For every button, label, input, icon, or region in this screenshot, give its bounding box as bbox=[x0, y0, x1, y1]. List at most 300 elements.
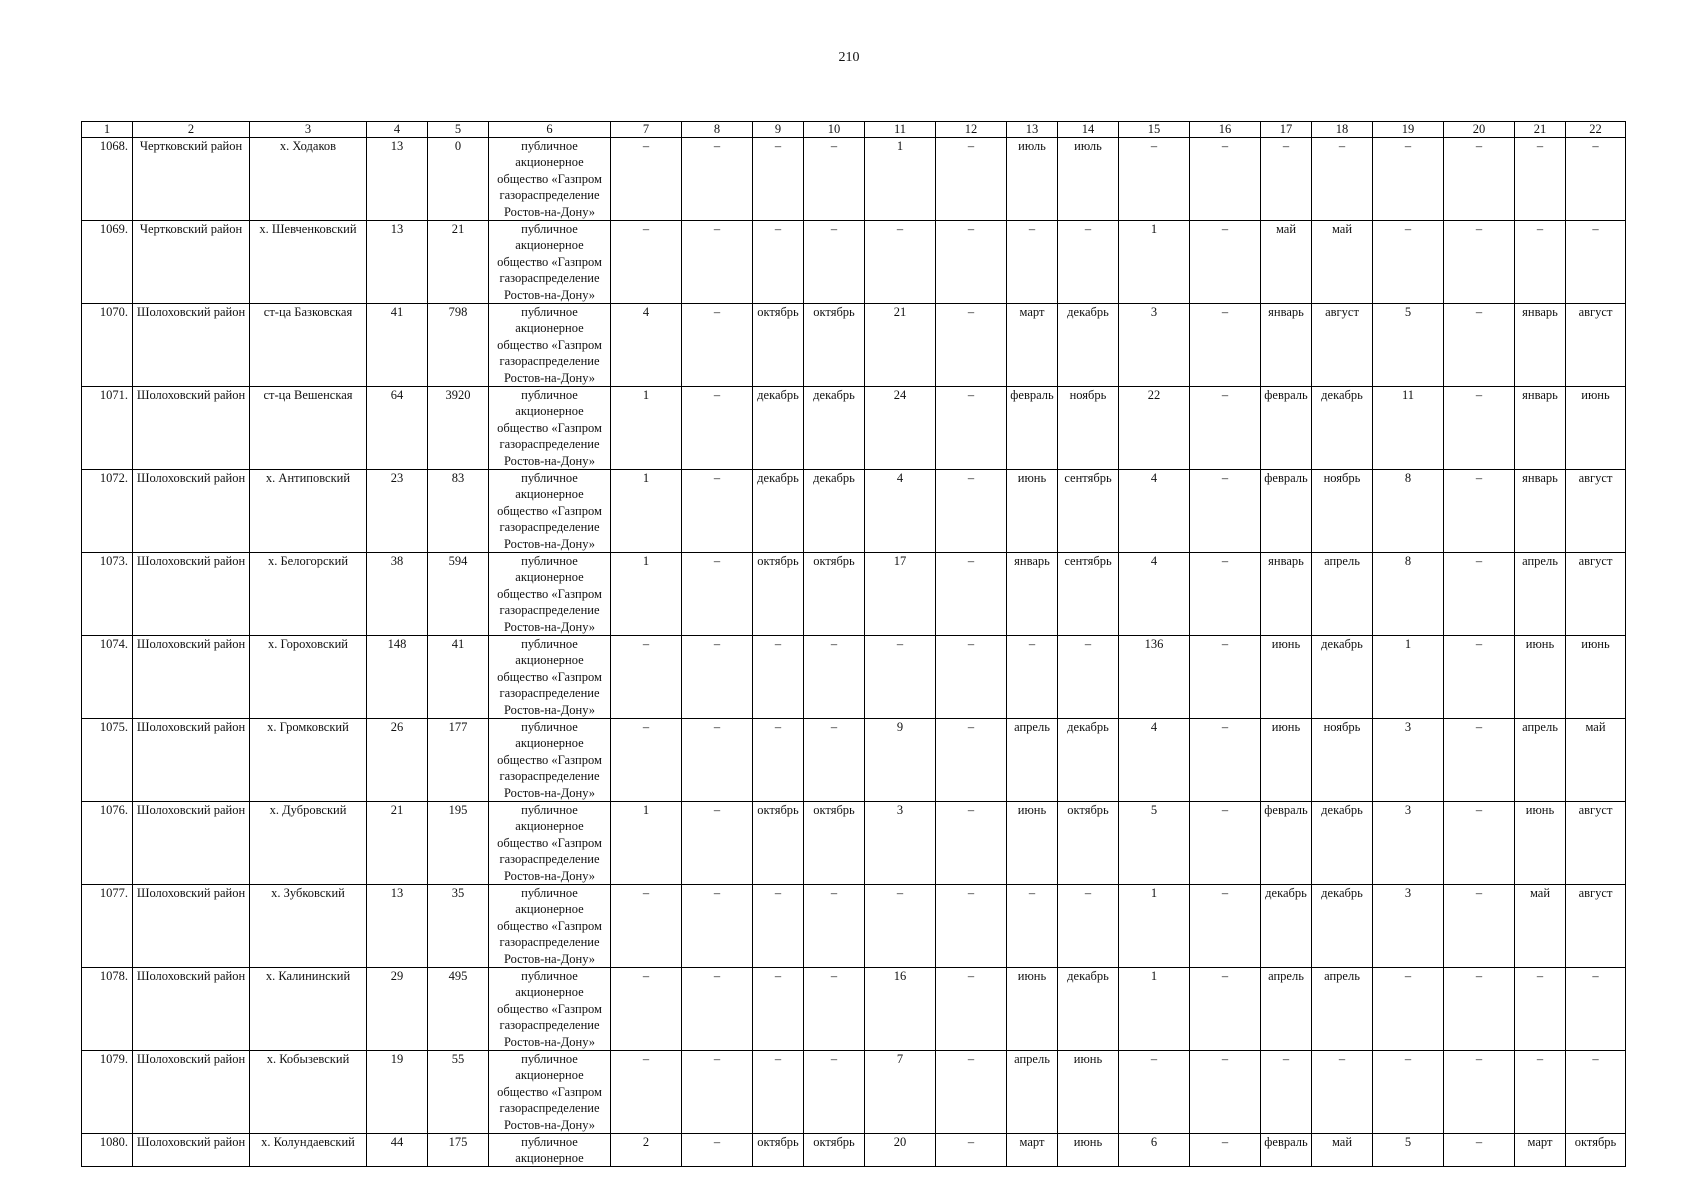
cell-text: публичное акционерное общество «Газпром газораспределение Ростов-на-Дону» bbox=[497, 139, 602, 219]
table-cell-col-17: июнь bbox=[1261, 719, 1312, 802]
table-cell-col-17: февраль bbox=[1261, 387, 1312, 470]
table-cell-col-15: 1 bbox=[1119, 221, 1190, 304]
table-cell-col-13: июнь bbox=[1007, 968, 1058, 1051]
table-cell-col-14: декабрь bbox=[1058, 304, 1119, 387]
table-cell-col-14: июль bbox=[1058, 138, 1119, 221]
table-cell-col-5: 21 bbox=[428, 221, 489, 304]
table-cell-col-16: – bbox=[1190, 719, 1261, 802]
table-cell-col-5: 177 bbox=[428, 719, 489, 802]
table-cell-col-20: – bbox=[1444, 138, 1515, 221]
table-cell-col-15: 1 bbox=[1119, 885, 1190, 968]
table-cell-col-8: – bbox=[682, 221, 753, 304]
table-cell-col-1: 1074. bbox=[82, 636, 133, 719]
table-cell-col-12: – bbox=[936, 885, 1007, 968]
table-cell-col-17: апрель bbox=[1261, 968, 1312, 1051]
table-cell-col-21: январь bbox=[1515, 470, 1566, 553]
cell-text: Шолоховский район bbox=[136, 803, 246, 817]
table-cell-col-12: – bbox=[936, 221, 1007, 304]
table-cell-col-10: – bbox=[804, 885, 865, 968]
table-cell-col-8: – bbox=[682, 636, 753, 719]
table-cell-col-21: март bbox=[1515, 1134, 1566, 1167]
table-cell-col-9: – bbox=[753, 138, 804, 221]
table-cell-col-14: декабрь bbox=[1058, 719, 1119, 802]
table-cell-col-8: – bbox=[682, 553, 753, 636]
table-cell-col-9: октябрь bbox=[753, 553, 804, 636]
table-cell-col-1: 1070. bbox=[82, 304, 133, 387]
table-cell-col-18: ноябрь bbox=[1312, 719, 1373, 802]
table-cell-col-20: – bbox=[1444, 802, 1515, 885]
cell-text: публичное акционерное общество «Газпром газораспределение Ростов-на-Дону» bbox=[497, 1052, 602, 1132]
table-cell-col-22: июнь bbox=[1566, 387, 1626, 470]
table-cell-col-18: ноябрь bbox=[1312, 470, 1373, 553]
column-header-19: 19 bbox=[1373, 122, 1444, 138]
column-header-7: 7 bbox=[611, 122, 682, 138]
table-cell-col-1: 1075. bbox=[82, 719, 133, 802]
table-cell-col-20: – bbox=[1444, 387, 1515, 470]
table-cell-col-9: декабрь bbox=[753, 470, 804, 553]
table-cell-col-8: – bbox=[682, 304, 753, 387]
table-cell-col-15: – bbox=[1119, 138, 1190, 221]
table-cell-col-21: – bbox=[1515, 1051, 1566, 1134]
table-row bbox=[82, 885, 1626, 968]
table-row bbox=[82, 387, 1626, 470]
table-cell-col-4: 148 bbox=[367, 636, 428, 719]
table-cell-col-19: 11 bbox=[1373, 387, 1444, 470]
table-cell-col-1: 1071. bbox=[82, 387, 133, 470]
table-cell-col-5: 0 bbox=[428, 138, 489, 221]
column-header-2: 2 bbox=[133, 122, 250, 138]
table-cell-col-13: апрель bbox=[1007, 1051, 1058, 1134]
table-cell-col-7: – bbox=[611, 138, 682, 221]
table-header-row bbox=[82, 122, 1626, 138]
table-cell-col-14: – bbox=[1058, 636, 1119, 719]
table-cell-col-21: – bbox=[1515, 968, 1566, 1051]
table-cell-col-3: х. Белогорский bbox=[250, 553, 367, 636]
table-cell-col-19: – bbox=[1373, 1051, 1444, 1134]
table-cell-col-9: октябрь bbox=[753, 304, 804, 387]
table-cell-col-3: х. Громковский bbox=[250, 719, 367, 802]
table-cell-col-4: 41 bbox=[367, 304, 428, 387]
table-cell-col-3: х. Шевченковский bbox=[250, 221, 367, 304]
table-cell-col-12: – bbox=[936, 304, 1007, 387]
table-cell-col-9: декабрь bbox=[753, 387, 804, 470]
table-cell-col-3: х. Дубровский bbox=[250, 802, 367, 885]
table-cell-col-3: х. Кобызевский bbox=[250, 1051, 367, 1134]
table-cell-col-16: – bbox=[1190, 968, 1261, 1051]
table-cell-col-21: июнь bbox=[1515, 636, 1566, 719]
table-cell-col-2 bbox=[133, 138, 250, 221]
table-cell-col-1: 1072. bbox=[82, 470, 133, 553]
table-cell-col-20: – bbox=[1444, 553, 1515, 636]
table-row bbox=[82, 1134, 1626, 1167]
table-cell-col-19: 5 bbox=[1373, 1134, 1444, 1167]
table-cell-col-7: – bbox=[611, 719, 682, 802]
table-cell-col-13: – bbox=[1007, 636, 1058, 719]
table-cell-col-19: – bbox=[1373, 968, 1444, 1051]
table-cell-col-22: август bbox=[1566, 553, 1626, 636]
table-cell-col-7: – bbox=[611, 968, 682, 1051]
table-cell-col-7: 1 bbox=[611, 470, 682, 553]
table-cell-col-9: – bbox=[753, 1051, 804, 1134]
table-cell-col-3: х. Ходаков bbox=[250, 138, 367, 221]
table-cell-col-4: 64 bbox=[367, 387, 428, 470]
table-cell-col-15: 4 bbox=[1119, 719, 1190, 802]
table-cell-col-4: 23 bbox=[367, 470, 428, 553]
table-cell-col-20: – bbox=[1444, 885, 1515, 968]
table-cell-col-14: сентябрь bbox=[1058, 553, 1119, 636]
cell-text: публичное акционерное общество «Газпром газораспределение Ростов-на-Дону» bbox=[497, 305, 602, 385]
table-cell-col-11: 7 bbox=[865, 1051, 936, 1134]
table-cell-col-16: – bbox=[1190, 138, 1261, 221]
table-row bbox=[82, 553, 1626, 636]
table-cell-col-22: – bbox=[1566, 968, 1626, 1051]
table-cell-col-17: май bbox=[1261, 221, 1312, 304]
table-cell-col-4: 38 bbox=[367, 553, 428, 636]
table-cell-col-11: – bbox=[865, 885, 936, 968]
cell-text: публичное акционерное общество «Газпром газораспределение Ростов-на-Дону» bbox=[497, 637, 602, 717]
table-cell-col-2 bbox=[133, 968, 250, 1051]
table-cell-col-22: июнь bbox=[1566, 636, 1626, 719]
table-cell-col-4: 13 bbox=[367, 221, 428, 304]
table-cell-col-19: 3 bbox=[1373, 885, 1444, 968]
table-cell-col-11: 21 bbox=[865, 304, 936, 387]
table-cell-col-15: 4 bbox=[1119, 470, 1190, 553]
cell-text: публичное акционерное общество «Газпром газораспределение Ростов-на-Дону» bbox=[497, 388, 602, 468]
table-cell-col-4: 19 bbox=[367, 1051, 428, 1134]
table-cell-col-2 bbox=[133, 1134, 250, 1167]
table-cell-col-6 bbox=[489, 1134, 611, 1167]
table-cell-col-9: – bbox=[753, 968, 804, 1051]
table-cell-col-6 bbox=[489, 470, 611, 553]
table-cell-col-22: – bbox=[1566, 138, 1626, 221]
table-cell-col-12: – bbox=[936, 470, 1007, 553]
table-cell-col-13: июнь bbox=[1007, 470, 1058, 553]
table-row bbox=[82, 1051, 1626, 1134]
table-cell-col-13: – bbox=[1007, 885, 1058, 968]
table-cell-col-10: – bbox=[804, 968, 865, 1051]
column-header-17: 17 bbox=[1261, 122, 1312, 138]
table-cell-col-11: 1 bbox=[865, 138, 936, 221]
table-cell-col-16: – bbox=[1190, 387, 1261, 470]
table-cell-col-16: – bbox=[1190, 885, 1261, 968]
table-cell-col-12: – bbox=[936, 968, 1007, 1051]
table-cell-col-20: – bbox=[1444, 470, 1515, 553]
table-cell-col-12: – bbox=[936, 1134, 1007, 1167]
table-cell-col-16: – bbox=[1190, 470, 1261, 553]
table-cell-col-16: – bbox=[1190, 1134, 1261, 1167]
column-header-12: 12 bbox=[936, 122, 1007, 138]
table-cell-col-19: 1 bbox=[1373, 636, 1444, 719]
table-cell-col-15: 22 bbox=[1119, 387, 1190, 470]
table-cell-col-6 bbox=[489, 221, 611, 304]
column-header-3: 3 bbox=[250, 122, 367, 138]
table-cell-col-14: октябрь bbox=[1058, 802, 1119, 885]
table-cell-col-21: январь bbox=[1515, 304, 1566, 387]
table-cell-col-6 bbox=[489, 968, 611, 1051]
table-cell-col-12: – bbox=[936, 387, 1007, 470]
table-cell-col-9: октябрь bbox=[753, 1134, 804, 1167]
table-cell-col-4: 13 bbox=[367, 885, 428, 968]
table-cell-col-18: декабрь bbox=[1312, 387, 1373, 470]
table-cell-col-11: 16 bbox=[865, 968, 936, 1051]
column-header-4: 4 bbox=[367, 122, 428, 138]
cell-text: Шолоховский район bbox=[136, 554, 246, 568]
table-cell-col-10: октябрь bbox=[804, 304, 865, 387]
table-cell-col-5: 798 bbox=[428, 304, 489, 387]
table-cell-col-22: – bbox=[1566, 1051, 1626, 1134]
table-cell-col-5: 83 bbox=[428, 470, 489, 553]
table-cell-col-10: октябрь bbox=[804, 1134, 865, 1167]
table-cell-col-4: 29 bbox=[367, 968, 428, 1051]
column-header-22: 22 bbox=[1566, 122, 1626, 138]
table-cell-col-9: – bbox=[753, 719, 804, 802]
table-cell-col-15: 136 bbox=[1119, 636, 1190, 719]
table-cell-col-10: октябрь bbox=[804, 802, 865, 885]
table-cell-col-1: 1069. bbox=[82, 221, 133, 304]
table-cell-col-18: апрель bbox=[1312, 553, 1373, 636]
table-cell-col-21: – bbox=[1515, 221, 1566, 304]
table-cell-col-8: – bbox=[682, 885, 753, 968]
table-cell-col-3: ст-ца Вешенская bbox=[250, 387, 367, 470]
table-cell-col-20: – bbox=[1444, 1134, 1515, 1167]
table-cell-col-19: – bbox=[1373, 138, 1444, 221]
data-table bbox=[81, 121, 1626, 1167]
table-cell-col-8: – bbox=[682, 138, 753, 221]
table-cell-col-22: август bbox=[1566, 885, 1626, 968]
table-cell-col-12: – bbox=[936, 719, 1007, 802]
table-row bbox=[82, 719, 1626, 802]
table-cell-col-18: август bbox=[1312, 304, 1373, 387]
table-row bbox=[82, 802, 1626, 885]
table-cell-col-8: – bbox=[682, 1051, 753, 1134]
table-cell-col-18: май bbox=[1312, 221, 1373, 304]
table-cell-col-6 bbox=[489, 719, 611, 802]
cell-text: публичное акционерное общество «Газпром газораспределение Ростов-на-Дону» bbox=[497, 886, 602, 966]
table-cell-col-2 bbox=[133, 553, 250, 636]
table-cell-col-21: май bbox=[1515, 885, 1566, 968]
table-cell-col-17: июнь bbox=[1261, 636, 1312, 719]
table-cell-col-2 bbox=[133, 1051, 250, 1134]
table-cell-col-14: – bbox=[1058, 885, 1119, 968]
table-cell-col-10: – bbox=[804, 1051, 865, 1134]
table-cell-col-22: август bbox=[1566, 470, 1626, 553]
table-cell-col-4: 44 bbox=[367, 1134, 428, 1167]
table-cell-col-6 bbox=[489, 387, 611, 470]
table-cell-col-14: декабрь bbox=[1058, 968, 1119, 1051]
table-cell-col-15: – bbox=[1119, 1051, 1190, 1134]
table-cell-col-10: октябрь bbox=[804, 553, 865, 636]
cell-text: Шолоховский район bbox=[136, 637, 246, 651]
table-cell-col-17: январь bbox=[1261, 304, 1312, 387]
table-cell-col-2 bbox=[133, 304, 250, 387]
table-cell-col-10: – bbox=[804, 221, 865, 304]
table-cell-col-22: май bbox=[1566, 719, 1626, 802]
table-cell-col-10: декабрь bbox=[804, 387, 865, 470]
table-cell-col-13: март bbox=[1007, 1134, 1058, 1167]
table-cell-col-11: – bbox=[865, 221, 936, 304]
table-cell-col-2 bbox=[133, 885, 250, 968]
page-number: 210 bbox=[838, 50, 860, 65]
table-cell-col-6 bbox=[489, 885, 611, 968]
table-cell-col-7: 1 bbox=[611, 553, 682, 636]
table-cell-col-1: 1079. bbox=[82, 1051, 133, 1134]
table-cell-col-11: – bbox=[865, 636, 936, 719]
table-cell-col-13: январь bbox=[1007, 553, 1058, 636]
table-cell-col-20: – bbox=[1444, 221, 1515, 304]
table-cell-col-13: март bbox=[1007, 304, 1058, 387]
table-cell-col-12: – bbox=[936, 138, 1007, 221]
table-cell-col-14: сентябрь bbox=[1058, 470, 1119, 553]
table-cell-col-7: – bbox=[611, 885, 682, 968]
table-cell-col-3: х. Гороховский bbox=[250, 636, 367, 719]
table-cell-col-15: 3 bbox=[1119, 304, 1190, 387]
table-cell-col-16: – bbox=[1190, 636, 1261, 719]
table-cell-col-13: апрель bbox=[1007, 719, 1058, 802]
table-cell-col-15: 6 bbox=[1119, 1134, 1190, 1167]
table-cell-col-12: – bbox=[936, 802, 1007, 885]
table-cell-col-11: 24 bbox=[865, 387, 936, 470]
cell-text: Шолоховский район bbox=[136, 969, 246, 983]
table-cell-col-6 bbox=[489, 553, 611, 636]
table-cell-col-16: – bbox=[1190, 221, 1261, 304]
table-cell-col-22: август bbox=[1566, 304, 1626, 387]
table-cell-col-16: – bbox=[1190, 802, 1261, 885]
column-header-1: 1 bbox=[82, 122, 133, 138]
column-header-10: 10 bbox=[804, 122, 865, 138]
table-cell-col-6 bbox=[489, 304, 611, 387]
table-cell-col-17: – bbox=[1261, 138, 1312, 221]
table-cell-col-17: январь bbox=[1261, 553, 1312, 636]
cell-text: публичное акционерное общество «Газпром газораспределение Ростов-на-Дону» bbox=[497, 720, 602, 800]
table-cell-col-11: 9 bbox=[865, 719, 936, 802]
table-cell-col-19: 5 bbox=[1373, 304, 1444, 387]
table-cell-col-10: декабрь bbox=[804, 470, 865, 553]
table-cell-col-21: апрель bbox=[1515, 719, 1566, 802]
table-cell-col-12: – bbox=[936, 1051, 1007, 1134]
column-header-20: 20 bbox=[1444, 122, 1515, 138]
table-cell-col-22: – bbox=[1566, 221, 1626, 304]
table-cell-col-7: 4 bbox=[611, 304, 682, 387]
table-cell-col-15: 5 bbox=[1119, 802, 1190, 885]
table-cell-col-5: 55 bbox=[428, 1051, 489, 1134]
table-cell-col-19: 8 bbox=[1373, 553, 1444, 636]
table-row bbox=[82, 221, 1626, 304]
cell-text: Чертковский район bbox=[139, 222, 243, 236]
table-cell-col-18: – bbox=[1312, 138, 1373, 221]
table-cell-col-15: 4 bbox=[1119, 553, 1190, 636]
cell-text: Шолоховский район bbox=[136, 720, 246, 734]
table-cell-col-14: июнь bbox=[1058, 1134, 1119, 1167]
cell-text: Шолоховский район bbox=[136, 1052, 246, 1066]
table-cell-col-2 bbox=[133, 802, 250, 885]
column-header-8: 8 bbox=[682, 122, 753, 138]
table-cell-col-12: – bbox=[936, 636, 1007, 719]
table-cell-col-1: 1076. bbox=[82, 802, 133, 885]
table-cell-col-18: апрель bbox=[1312, 968, 1373, 1051]
table-cell-col-2 bbox=[133, 221, 250, 304]
table-cell-col-15: 1 bbox=[1119, 968, 1190, 1051]
table-cell-col-5: 495 bbox=[428, 968, 489, 1051]
cell-text: публичное акционерное общество «Газпром газораспределение Ростов-на-Дону» bbox=[497, 471, 602, 551]
cell-text: публичное акционерное общество «Газпром газораспределение Ростов-на-Дону» bbox=[497, 222, 602, 302]
table-cell-col-6 bbox=[489, 636, 611, 719]
table-cell-col-9: – bbox=[753, 885, 804, 968]
cell-text: Шолоховский район bbox=[136, 388, 246, 402]
table-cell-col-14: июнь bbox=[1058, 1051, 1119, 1134]
table-cell-col-5: 594 bbox=[428, 553, 489, 636]
table-cell-col-9: октябрь bbox=[753, 802, 804, 885]
table-cell-col-21: – bbox=[1515, 138, 1566, 221]
table-cell-col-1: 1077. bbox=[82, 885, 133, 968]
table-cell-col-7: – bbox=[611, 1051, 682, 1134]
table-cell-col-2 bbox=[133, 636, 250, 719]
cell-text: публичное акционерное общество «Газпром газораспределение Ростов-на-Дону» bbox=[497, 803, 602, 883]
table-body bbox=[82, 138, 1626, 1167]
table-cell-col-22: октябрь bbox=[1566, 1134, 1626, 1167]
table-cell-col-19: 3 bbox=[1373, 802, 1444, 885]
column-header-14: 14 bbox=[1058, 122, 1119, 138]
table-cell-col-14: ноябрь bbox=[1058, 387, 1119, 470]
table-cell-col-20: – bbox=[1444, 636, 1515, 719]
table-cell-col-10: – bbox=[804, 138, 865, 221]
table-cell-col-8: – bbox=[682, 802, 753, 885]
table-cell-col-20: – bbox=[1444, 1051, 1515, 1134]
cell-text: Шолоховский район bbox=[136, 1135, 246, 1149]
table-cell-col-10: – bbox=[804, 719, 865, 802]
table-cell-col-7: 2 bbox=[611, 1134, 682, 1167]
table-cell-col-21: январь bbox=[1515, 387, 1566, 470]
table-cell-col-13: – bbox=[1007, 221, 1058, 304]
table-cell-col-4: 26 bbox=[367, 719, 428, 802]
table-cell-col-3: х. Калининский bbox=[250, 968, 367, 1051]
table-cell-col-17: февраль bbox=[1261, 1134, 1312, 1167]
table-cell-col-7: – bbox=[611, 221, 682, 304]
table-cell-col-2 bbox=[133, 470, 250, 553]
table-cell-col-20: – bbox=[1444, 719, 1515, 802]
table-row bbox=[82, 470, 1626, 553]
table-cell-col-21: июнь bbox=[1515, 802, 1566, 885]
table-cell-col-17: декабрь bbox=[1261, 885, 1312, 968]
table-cell-col-9: – bbox=[753, 221, 804, 304]
table-cell-col-17: – bbox=[1261, 1051, 1312, 1134]
table-cell-col-5: 175 bbox=[428, 1134, 489, 1167]
column-header-9: 9 bbox=[753, 122, 804, 138]
table-cell-col-11: 20 bbox=[865, 1134, 936, 1167]
column-header-18: 18 bbox=[1312, 122, 1373, 138]
table-cell-col-8: – bbox=[682, 1134, 753, 1167]
table-cell-col-11: 17 bbox=[865, 553, 936, 636]
table-cell-col-1: 1068. bbox=[82, 138, 133, 221]
table-cell-col-19: 3 bbox=[1373, 719, 1444, 802]
table-cell-col-5: 41 bbox=[428, 636, 489, 719]
table-cell-col-19: – bbox=[1373, 221, 1444, 304]
table-cell-col-16: – bbox=[1190, 553, 1261, 636]
table-cell-col-5: 195 bbox=[428, 802, 489, 885]
cell-text: Чертковский район bbox=[139, 139, 243, 153]
table-cell-col-10: – bbox=[804, 636, 865, 719]
column-header-15: 15 bbox=[1119, 122, 1190, 138]
table-cell-col-4: 21 bbox=[367, 802, 428, 885]
table-cell-col-17: февраль bbox=[1261, 470, 1312, 553]
table-cell-col-7: 1 bbox=[611, 387, 682, 470]
table-cell-col-8: – bbox=[682, 719, 753, 802]
cell-text: Шолоховский район bbox=[136, 471, 246, 485]
column-header-21: 21 bbox=[1515, 122, 1566, 138]
table-cell-col-5: 35 bbox=[428, 885, 489, 968]
column-header-13: 13 bbox=[1007, 122, 1058, 138]
table-cell-col-16: – bbox=[1190, 1051, 1261, 1134]
table-row bbox=[82, 138, 1626, 221]
